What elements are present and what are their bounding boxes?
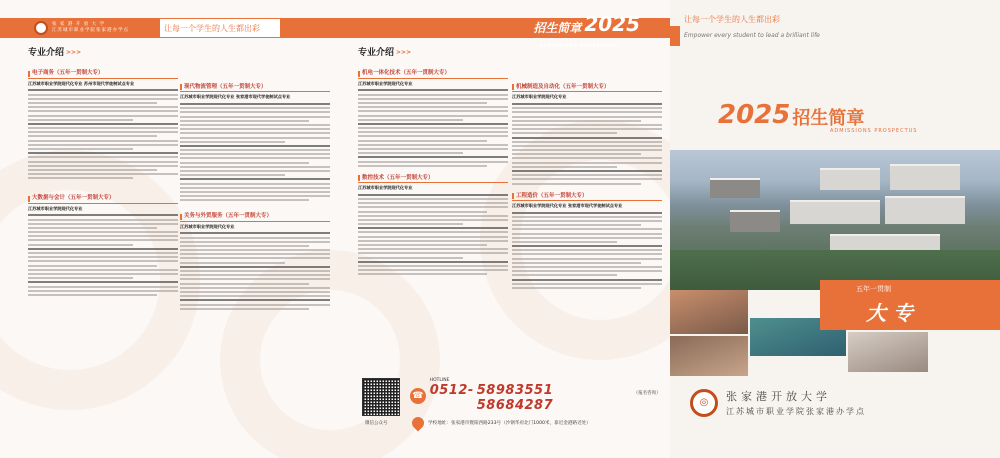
campus-photo-tile: [670, 336, 748, 376]
major-subtitle: 江苏城市职业学院现代化专业: [180, 223, 235, 229]
major-subtitle: 江苏城市职业学院现代化专业 张家港市现代学徒制试点专业: [512, 202, 623, 208]
major-subtitle: 江苏城市职业学院现代化专业 张家港市现代学徒制试点专业: [180, 94, 291, 100]
major-card: [28, 70, 178, 179]
major-title: 关务与外贸服务（五年一贯制大专）: [180, 213, 330, 221]
hotline-prefix: 0512-: [429, 383, 474, 398]
major-title: 工程造价（五年一贯制大专）: [512, 193, 662, 201]
cover-title: [718, 100, 864, 130]
major-card: [180, 84, 330, 201]
header-brand: [533, 12, 640, 48]
cover-school-name: 张家港开放大学: [726, 390, 831, 403]
hotline-label: HOTLINE: [429, 378, 450, 383]
cover-title-en: ADMISSIONS PROSPECTUS: [830, 128, 918, 134]
campus-photo-tile: [848, 332, 928, 372]
campus-aerial-photo: [670, 150, 1000, 290]
major-subtitle: 江苏城市职业学院现代化专业: [28, 205, 83, 211]
major-title: 数控技术（五年一贯制大专）: [358, 175, 508, 183]
cover-year: 2025: [718, 100, 791, 130]
qr-caption: 微信公众号: [365, 421, 388, 426]
school-address: 学校地址：张家港市暨阳西路233号（沙钢华府北门1000米，靠近金港路近处）: [428, 421, 591, 426]
program-banner-big: 大 专: [866, 301, 913, 325]
major-title: 电子商务（五年一贯制大专）: [28, 70, 178, 78]
hotline-block: [410, 378, 660, 429]
cover-title-cn: 招生简章: [792, 108, 865, 129]
header-band: [0, 12, 670, 48]
major-title: 大数据与会计（五年一贯制大专）: [28, 195, 178, 203]
column-2: [180, 84, 330, 314]
major-subtitle: 江苏城市职业学院现代化专业: [358, 185, 413, 191]
major-subtitle: 江苏城市职业学院现代化专业: [358, 80, 413, 86]
location-pin-icon: [410, 415, 427, 432]
hotline-numbers[interactable]: 58983551 58684287: [476, 383, 554, 413]
wechat-qr-code[interactable]: [362, 378, 400, 416]
cover-page: [670, 0, 1000, 458]
column-4: [512, 84, 662, 293]
phone-icon: ☎: [410, 388, 426, 404]
cover-slogan: 让每一个学生的人生都出彩: [684, 15, 780, 24]
major-title: 机电一体化技术（五年一贯制大专）: [358, 70, 508, 78]
hotline-note: （报名咨询）: [633, 391, 661, 396]
major-card: [358, 70, 508, 166]
major-card: [512, 84, 662, 185]
header-brand-cn: 招生简章: [533, 21, 582, 35]
column-3: [358, 50, 508, 279]
major-card: [512, 193, 662, 289]
major-card: [28, 195, 178, 296]
school-logo-icon: ◎: [690, 389, 718, 417]
cover-footer: [690, 388, 866, 417]
header-school-name: 张 家 港 开 放 大 学: [52, 22, 106, 27]
campus-photo-tile: [670, 290, 748, 334]
header-brand-en: ADMISSIONS PROSPECTUS: [539, 43, 621, 48]
cover-school-name-2: 江苏城市职业学院张家港办学点: [726, 407, 866, 416]
section-heading: 专业介绍 >>>: [358, 48, 412, 58]
program-banner-small: 五年一贯制: [856, 285, 891, 293]
header-logo: [30, 18, 158, 38]
major-subtitle: 江苏城市职业学院现代化专业: [512, 94, 567, 100]
header-school-name-2: 江苏城市职业学院张家港办学点: [52, 28, 129, 33]
header-slogan: 让每一个学生的人生都出彩: [160, 18, 280, 38]
cover-accent-stripe: [670, 26, 680, 46]
school-logo-icon: [34, 21, 48, 35]
section-heading: 专业介绍 >>>: [28, 48, 82, 58]
major-title: 现代物流管理（五年一贯制大专）: [180, 84, 330, 92]
major-subtitle: 江苏城市职业学院现代化专业 苏州市现代学徒制试点专业: [28, 80, 135, 86]
header-brand-year: 2025: [584, 12, 640, 36]
major-card: [180, 213, 330, 309]
major-card: [358, 175, 508, 276]
column-1: [28, 50, 178, 300]
major-title: 机械制造及自动化（五年一贯制大专）: [512, 84, 662, 92]
cover-slogan-en: Empower every student to lead a brilliant life: [684, 32, 820, 39]
